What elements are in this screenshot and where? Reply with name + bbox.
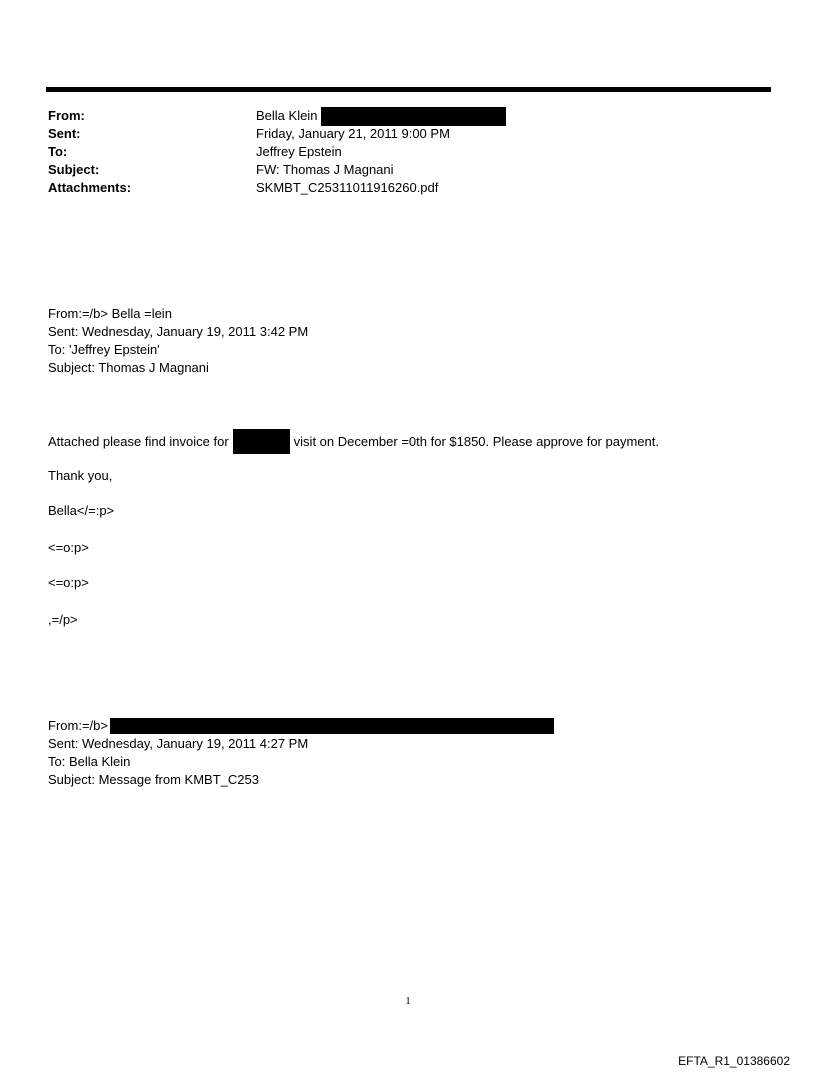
- forward2-from-row: [48, 717, 554, 735]
- bates-number: EFTA_R1_01386602: [678, 1054, 790, 1068]
- redaction-box: [233, 429, 290, 454]
- markup-line-1: <=o:p>: [48, 540, 89, 555]
- header-subject-row: [48, 161, 506, 179]
- header-sent-row: [48, 125, 506, 143]
- redaction-box: [110, 718, 554, 734]
- page-number: 1: [405, 995, 411, 1007]
- invoice-line: [48, 429, 659, 454]
- from-value-wrap: [256, 107, 506, 125]
- thanks-line: Thank you,: [48, 468, 113, 483]
- header-to-row: [48, 143, 506, 161]
- forwarded-header-2: [48, 717, 554, 789]
- sent-label: Sent:: [48, 126, 81, 141]
- from-value: Bella Klein: [256, 108, 318, 123]
- invoice-text-before: Attached please find invoice for: [48, 433, 229, 449]
- forward2-subject: Subject: Message from KMBT_C253: [48, 772, 259, 787]
- to-value: Jeffrey Epstein: [256, 144, 342, 159]
- email-header: [48, 107, 506, 197]
- attachment-filename: SKMBT_C25311011916260.pdf: [256, 180, 439, 195]
- forward1-from: From:=/b> Bella =lein: [48, 306, 172, 321]
- header-attachments-row: [48, 179, 506, 197]
- sent-value: Friday, January 21, 2011 9:00 PM: [256, 126, 450, 141]
- to-label: To:: [48, 144, 68, 159]
- forward2-sent: Sent: Wednesday, January 19, 2011 4:27 PM: [48, 736, 309, 751]
- forwarded-header-1: [48, 305, 308, 377]
- signature-line: Bella</=:p>: [48, 503, 115, 518]
- markup-line-2: <=o:p>: [48, 575, 89, 590]
- markup-line-3: ,=/p>: [48, 612, 78, 627]
- forward2-from: From:=/b>: [48, 718, 108, 733]
- redaction-box: [321, 107, 506, 126]
- attachments-label: Attachments:: [48, 180, 132, 195]
- forward1-subject: Subject: Thomas J Magnani: [48, 360, 209, 375]
- from-label: From:: [48, 108, 85, 123]
- subject-value: FW: Thomas J Magnani: [256, 162, 394, 177]
- forward2-to: To: Bella Klein: [48, 754, 131, 769]
- header-from-row: [48, 107, 506, 125]
- forward1-to: To: 'Jeffrey Epstein': [48, 342, 160, 357]
- header-rule: [46, 87, 771, 92]
- invoice-text-after: visit on December =0th for $1850. Please approve for payment.: [293, 433, 659, 449]
- subject-label: Subject:: [48, 162, 100, 177]
- forward1-sent: Sent: Wednesday, January 19, 2011 3:42 PM: [48, 324, 309, 339]
